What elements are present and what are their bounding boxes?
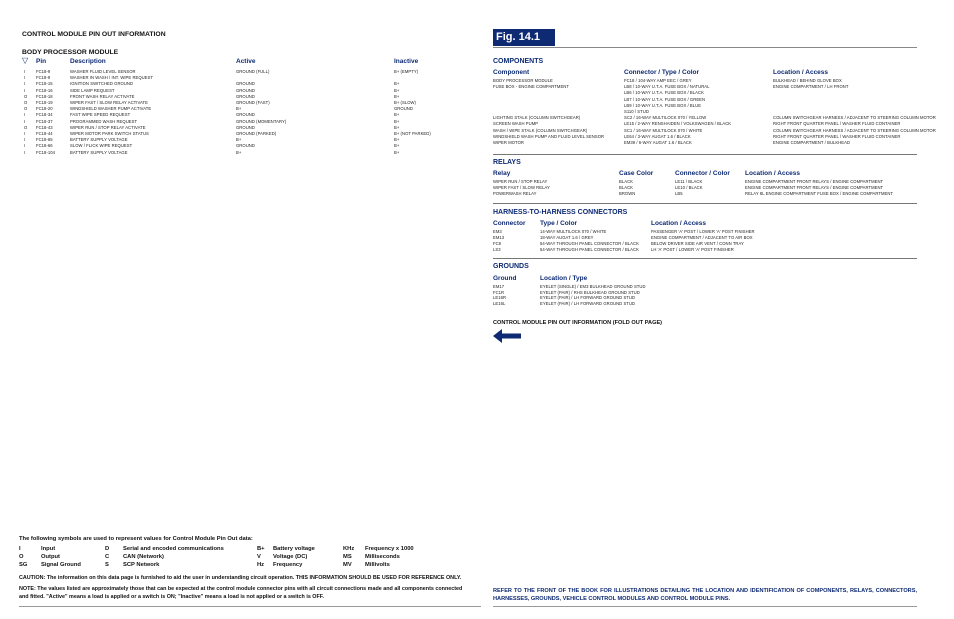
component-connector: LB6 / 10-WAY U.T.A. FUSE BOX / BLACK	[624, 90, 704, 96]
component-location: RIGHT FRONT QUARTER PANEL / WASHER FLUID CONTAINER	[773, 133, 901, 139]
legend-symbol: C	[105, 554, 110, 560]
table-row	[493, 140, 917, 145]
col-type-color: Type / Color	[540, 220, 578, 227]
pin-description: SLOW / FLICK WIPE REQUEST	[70, 143, 133, 149]
pin-inactive: B+	[394, 137, 400, 143]
table-row	[493, 191, 917, 196]
pin-inactive: B+ (EMPTY)	[394, 69, 419, 74]
table-row	[493, 247, 917, 252]
relay-location: ENGINE COMPARTMENT FRONT RELAYS / ENGINE COMPARTMENT	[745, 179, 884, 184]
pin-id: FC18-15	[36, 81, 53, 87]
table-row	[493, 97, 917, 102]
harness-connector: FC8	[493, 241, 502, 246]
divider	[493, 47, 917, 48]
col-active: Active	[236, 58, 256, 65]
divider	[493, 154, 917, 155]
component-location: BULKHEAD / BEHIND GLOVE BOX	[773, 78, 842, 83]
pin-active: B+	[236, 149, 242, 155]
col-connector-color: Connector / Color	[675, 170, 730, 177]
col-ground: Ground	[493, 275, 517, 282]
harness-connector: EM3	[493, 229, 502, 234]
pin-id: FC18-104	[36, 149, 56, 155]
component-name: WINDSHIELD WASH PUMP AND FLUID LEVEL SENSOR	[493, 133, 605, 139]
table-row	[20, 137, 460, 142]
component-connector: LE15 / 2-WAY RENSHAIDEN / VOLKSWAGEN / BLACK	[624, 121, 732, 127]
pin-inactive: B+	[394, 149, 400, 155]
component-name: WIPER MOTOR	[493, 140, 524, 145]
legend-symbol: B+	[257, 546, 265, 552]
legend-row	[19, 554, 479, 562]
table-row	[493, 84, 917, 89]
pin-active: GROUND (FAST)	[236, 100, 270, 105]
ground-id: LE16L	[493, 300, 506, 306]
harness-title: HARNESS-TO-HARNESS CONNECTORS	[493, 209, 628, 216]
pin-active: GROUND	[236, 93, 255, 99]
legend-symbol: I	[19, 546, 21, 552]
relay-case-color: BLACK	[619, 185, 633, 191]
relays-table	[493, 179, 917, 197]
pin-description: SIDE LAMP REQUEST	[70, 87, 115, 93]
table-row	[20, 69, 460, 74]
table-row	[20, 81, 460, 86]
component-name: BODY PROCESSOR MODULE	[493, 78, 553, 83]
fig-label: Fig. 14.1	[493, 29, 555, 46]
pin-id: FC18-20	[36, 106, 53, 112]
pin-description: WIPER FAST / SLOW RELAY ACTIVATE	[70, 100, 149, 105]
relays-title: RELAYS	[493, 159, 521, 166]
pin-inactive: B+	[394, 124, 400, 130]
ground-location: EYELET (PAIR) / RHS BULKHEAD GROUND STUD	[540, 289, 640, 295]
harness-type: 18-WAY AUGAT 1.6 / GREY	[540, 235, 594, 240]
divider	[493, 258, 917, 259]
pin-inactive: B+	[394, 118, 400, 124]
pin-description: BATTERY SUPPLY VOLTAGE	[70, 149, 128, 155]
divider	[19, 606, 481, 607]
pin-description: PROGRAMMED WASH REQUEST	[70, 118, 138, 124]
pin-io: I	[24, 137, 26, 143]
pin-active: GROUND	[236, 143, 255, 149]
pin-io: O	[24, 124, 28, 130]
pin-inactive: B+	[394, 143, 400, 149]
footer-text: REFER TO THE FRONT OF THE BOOK FOR ILLUSTRATIONS DETAILING THE LOCATION AND IDENTIFICATION OF COMPONENTS, RELAYS, CONNECTORS, HARNESSES, GROUNDS, VEHICLE CONTROL MODULES AND CONTROL MODULE PINS.	[493, 588, 917, 603]
table-row	[493, 295, 917, 300]
ground-location: EYELET (PAIR) / LH FORWARD GROUND STUD	[540, 300, 636, 306]
pin-id: FC18-34	[36, 112, 53, 118]
component-name: SCREEN WASH PUMP	[493, 121, 539, 127]
pin-id: FC18-18	[36, 93, 53, 99]
pin-table-header	[20, 57, 460, 66]
component-connector: LE64 / 3-WAY AUGAT 1.6 / BLACK	[624, 133, 691, 139]
col-case-color: Case Color	[619, 170, 654, 177]
pin-io: I	[24, 87, 26, 93]
relay-name: WIPER RUN / STOP RELAY	[493, 179, 548, 184]
pin-id: FC18-37	[36, 118, 53, 124]
ground-location: EYELET (PAIR) / LH FORWARD GROUND STUD	[540, 295, 636, 301]
legend-meaning: Millivolts	[365, 562, 390, 568]
table-row	[493, 121, 917, 126]
harness-type: 14-WAY MULTILOCK 070 / WHITE	[540, 229, 607, 234]
component-location: COLUMN SWITCHGEAR HARNESS / ADJACENT TO STEERING COLUMN MOTOR	[773, 127, 936, 133]
relay-connector: LE11 / BLACK	[675, 179, 703, 184]
pin-io: I	[24, 143, 26, 149]
component-connector: LB9 / 10-WAY U.T.A. FUSE BOX / BLUE	[624, 102, 702, 108]
pin-description: WIPER RUN / STOP RELAY ACTIVATE	[70, 124, 146, 130]
pin-io: I	[24, 75, 26, 81]
pin-id: FC18-43	[36, 124, 53, 130]
relay-case-color: BROWN	[619, 191, 636, 197]
pin-active: GROUND	[236, 87, 255, 93]
pin-io: I	[24, 69, 26, 74]
component-connector: LB7 / 10-WAY U.T.A. FUSE BOX / GREEN	[624, 96, 706, 102]
page-header: CONTROL MODULE PIN OUT INFORMATION	[22, 31, 166, 38]
signal-icon: ▽	[22, 56, 29, 65]
pin-active: GROUND	[236, 124, 255, 130]
legend-symbol: MV	[343, 562, 352, 568]
legend-row	[19, 546, 479, 554]
table-row	[493, 115, 936, 121]
relay-connector: LB5	[675, 191, 683, 197]
table-row	[493, 90, 917, 95]
table-row	[493, 134, 917, 139]
pin-description: FRONT WASH RELAY ACTIVATE	[70, 93, 135, 99]
pin-description: BATTERY SUPPLY VOLTAGE	[70, 137, 128, 143]
pin-description: WASHER IN WASH / INT. WIPE REQUEST	[70, 75, 154, 81]
table-row	[493, 229, 917, 234]
harness-connector: LS3	[493, 247, 501, 252]
pin-inactive: B+ (NOT PARKED)	[394, 131, 431, 136]
legend-symbol: V	[257, 554, 261, 560]
table-row	[493, 185, 917, 190]
col-location-type: Location / Type	[540, 275, 588, 282]
pin-inactive: B+	[394, 112, 400, 118]
pin-active: GROUND (PARKED)	[236, 131, 277, 136]
component-location: ENGINE COMPARTMENT / BULKHEAD	[773, 140, 851, 145]
pin-inactive: B+	[394, 87, 400, 93]
legend-symbol: SG	[19, 562, 28, 568]
table-row	[20, 131, 460, 136]
ground-id: FC1R	[493, 289, 505, 295]
legend-meaning: SCP Network	[123, 562, 160, 568]
pin-description: WINDSHIELD WASHER PUMP ACTIVATE	[70, 106, 152, 112]
legend-symbol: KHz	[343, 546, 355, 552]
pin-id: FC18-66	[36, 143, 53, 149]
table-row	[20, 119, 460, 124]
section-title: BODY PROCESSOR MODULE	[22, 49, 119, 56]
pin-io: O	[24, 106, 28, 112]
pin-description: IGNITION SWITCHED GROUND	[70, 81, 134, 87]
table-row	[493, 284, 917, 289]
legend-meaning: Input	[41, 546, 56, 552]
table-row	[493, 235, 917, 240]
pin-description: WIPER MOTOR PARK SWITCH STATUS	[70, 131, 149, 136]
harness-type: 54-WAY THROUGH PANEL CONNECTOR / BLACK	[540, 241, 639, 246]
legend-meaning: Signal Ground	[41, 562, 81, 568]
col-component: Component	[493, 69, 530, 76]
pin-inactive: B+	[394, 93, 400, 99]
harness-location: ENGINE COMPARTMENT / ADJACENT TO AIR BOX	[651, 235, 753, 240]
legend-symbol: S	[105, 562, 109, 568]
component-location: COLUMN SWITCHGEAR HARNESS / ADJACENT TO STEERING COLUMN MOTOR	[773, 115, 936, 121]
legend	[19, 546, 479, 572]
fold-out-label: CONTROL MODULE PIN OUT INFORMATION (FOLD OUT PAGE)	[493, 320, 663, 326]
harness-connector: EM13	[493, 235, 505, 240]
table-row	[493, 103, 917, 108]
component-name: LIGHTING STALK (COLUMN SWITCHGEAR)	[493, 115, 581, 121]
harness-location: LH 'A' POST / LOWER 'A' POST FINISHER	[651, 247, 734, 252]
pin-active: GROUND (FULL)	[236, 69, 270, 74]
table-row	[20, 143, 460, 148]
pin-io: I	[24, 81, 26, 87]
divider	[493, 203, 917, 204]
component-connector: SC2 / 16-WAY MULTILOCK 070 / YELLOW	[624, 115, 707, 121]
pin-active: GROUND (MOMENTARY)	[236, 118, 287, 124]
col-inactive: Inactive	[394, 58, 419, 65]
pin-active: B+	[236, 137, 242, 143]
col-pin: Pin	[36, 58, 47, 65]
legend-meaning: Milliseconds	[365, 554, 400, 560]
component-connector: FC18 / 104-WAY AMP EEC / GREY	[624, 78, 692, 83]
components-table	[493, 78, 936, 153]
components-title: COMPONENTS	[493, 58, 544, 65]
col-location-access: Location / Access	[651, 220, 707, 227]
pin-active: GROUND	[236, 112, 255, 118]
component-location: RIGHT FRONT QUARTER PANEL / WASHER FLUID CONTAINER	[773, 121, 901, 127]
component-name: FUSE BOX - ENGINE COMPARTMENT	[493, 84, 569, 90]
legend-meaning: Frequency x 1000	[365, 546, 414, 552]
harness-table	[493, 229, 917, 253]
component-location: ENGINE COMPARTMENT / LH FRONT	[773, 84, 849, 90]
col-connector-type-color: Connector / Type / Color	[624, 69, 699, 76]
component-connector: SC1 / 16-WAY MULTILOCK 070 / WHITE	[624, 127, 703, 133]
relay-location: ENGINE COMPARTMENT FRONT RELAYS / ENGINE COMPARTMENT	[745, 185, 884, 191]
legend-row	[19, 562, 479, 570]
pin-io: I	[24, 131, 26, 136]
pin-id: FC18-44	[36, 131, 53, 136]
legend-symbol: D	[105, 546, 110, 552]
col-location-access: Location / Access	[773, 69, 829, 76]
component-connector: LB8 / 10-WAY U.T.A. FUSE BOX / NATURAL	[624, 84, 710, 90]
pin-table	[20, 69, 460, 159]
relay-location: RELAY 8L ENGINE COMPARTMENT FUSE BOX / ENGINE COMPARTMENT	[745, 191, 894, 197]
relay-connector: LE10 / BLACK	[675, 185, 703, 191]
pin-id: FC18-16	[36, 87, 53, 93]
ground-id: LE16R	[493, 295, 507, 301]
col-description: Description	[70, 58, 106, 65]
pin-id: FC18-65	[36, 137, 53, 143]
note-text: NOTE: The values listed are approximately those that can be expected at the control module connector pins with all circuit connections made and all components connected and fitted. "Active" means a load is applied or a switch is ON; "Inactive" means a load is not applied or a switch is OFF.	[19, 586, 463, 600]
table-row	[20, 100, 460, 105]
legend-meaning: Frequency	[273, 562, 303, 568]
harness-type: 54-WAY THROUGH PANEL CONNECTOR / BLACK	[540, 247, 639, 252]
legend-symbol: O	[19, 554, 24, 560]
legend-meaning: Output	[41, 554, 60, 560]
col-connector: Connector	[493, 220, 526, 227]
relay-name: POWERWASH RELAY	[493, 191, 537, 197]
table-row	[493, 179, 917, 184]
table-row	[493, 78, 917, 83]
pin-description: FAST WIPE SPEED REQUEST	[70, 112, 131, 118]
table-row	[20, 125, 460, 130]
legend-meaning: CAN (Network)	[123, 554, 164, 560]
pin-id: FC18-9	[36, 75, 51, 81]
pin-io: O	[24, 100, 28, 105]
table-row	[20, 106, 460, 111]
legend-symbol: Hz	[257, 562, 265, 568]
legend-meaning: Serial and encoded communications	[123, 546, 224, 552]
legend-symbol: MS	[343, 554, 352, 560]
legend-meaning: Voltage (DC)	[273, 554, 308, 560]
pin-io: I	[24, 149, 26, 155]
legend-meaning: Battery voltage	[273, 546, 315, 552]
pin-id: FC18-19	[36, 100, 53, 105]
pin-inactive: B+	[394, 81, 400, 87]
grounds-table	[493, 284, 917, 308]
caution-text: CAUTION: The information on this data page is furnished to aid the user in understanding circuit operation. THIS INFORMATION SHOULD BE USED FOR REFERENCE ONLY.	[19, 575, 462, 581]
component-connector: EM39 / 6-WAY AUGAT 1.6 / BLACK	[624, 140, 692, 145]
table-row	[493, 127, 936, 133]
table-row	[20, 88, 460, 93]
table-row	[20, 112, 460, 117]
table-row	[20, 94, 460, 99]
col-location-access: Location / Access	[745, 170, 801, 177]
harness-location: BELOW DRIVER SIDE AIR VENT / CONN TRAY	[651, 241, 744, 246]
component-connector: S110 / STUD	[624, 109, 649, 114]
legend-title: The following symbols are used to represent values for Control Module Pin Out data:	[19, 536, 253, 542]
col-relay: Relay	[493, 170, 511, 177]
table-row	[20, 75, 460, 80]
pin-io: I	[24, 118, 26, 124]
pin-inactive: B+ (SLOW)	[394, 100, 416, 105]
grounds-title: GROUNDS	[493, 263, 529, 270]
pin-inactive: GROUND	[394, 106, 413, 112]
ground-id: EM17	[493, 284, 505, 289]
pin-description: WASHER FLUID LEVEL SENSOR	[70, 69, 136, 74]
pin-io: O	[24, 93, 28, 99]
table-row	[493, 301, 917, 306]
pin-active: B+	[236, 106, 242, 112]
pin-io: I	[24, 112, 26, 118]
relay-case-color: BLACK	[619, 179, 633, 184]
relay-name: WIPER FAST / SLOW RELAY	[493, 185, 550, 191]
pin-id: FC18-9	[36, 69, 51, 74]
component-name: WASH / WIPE STALK (COLUMN SWITCHGEAR)	[493, 127, 588, 133]
table-row	[493, 109, 917, 114]
pin-active: GROUND	[236, 81, 255, 87]
ground-location: EYELET (SINGLE) / EM3 BULKHEAD GROUND STUD	[540, 284, 646, 289]
table-row	[20, 150, 460, 155]
table-row	[493, 241, 917, 246]
arrow-left-icon[interactable]	[493, 329, 523, 343]
divider	[493, 606, 917, 607]
harness-location: PASSENGER 'A' POST / LOWER 'A' POST FINISHER	[651, 229, 755, 234]
table-row	[493, 290, 917, 295]
